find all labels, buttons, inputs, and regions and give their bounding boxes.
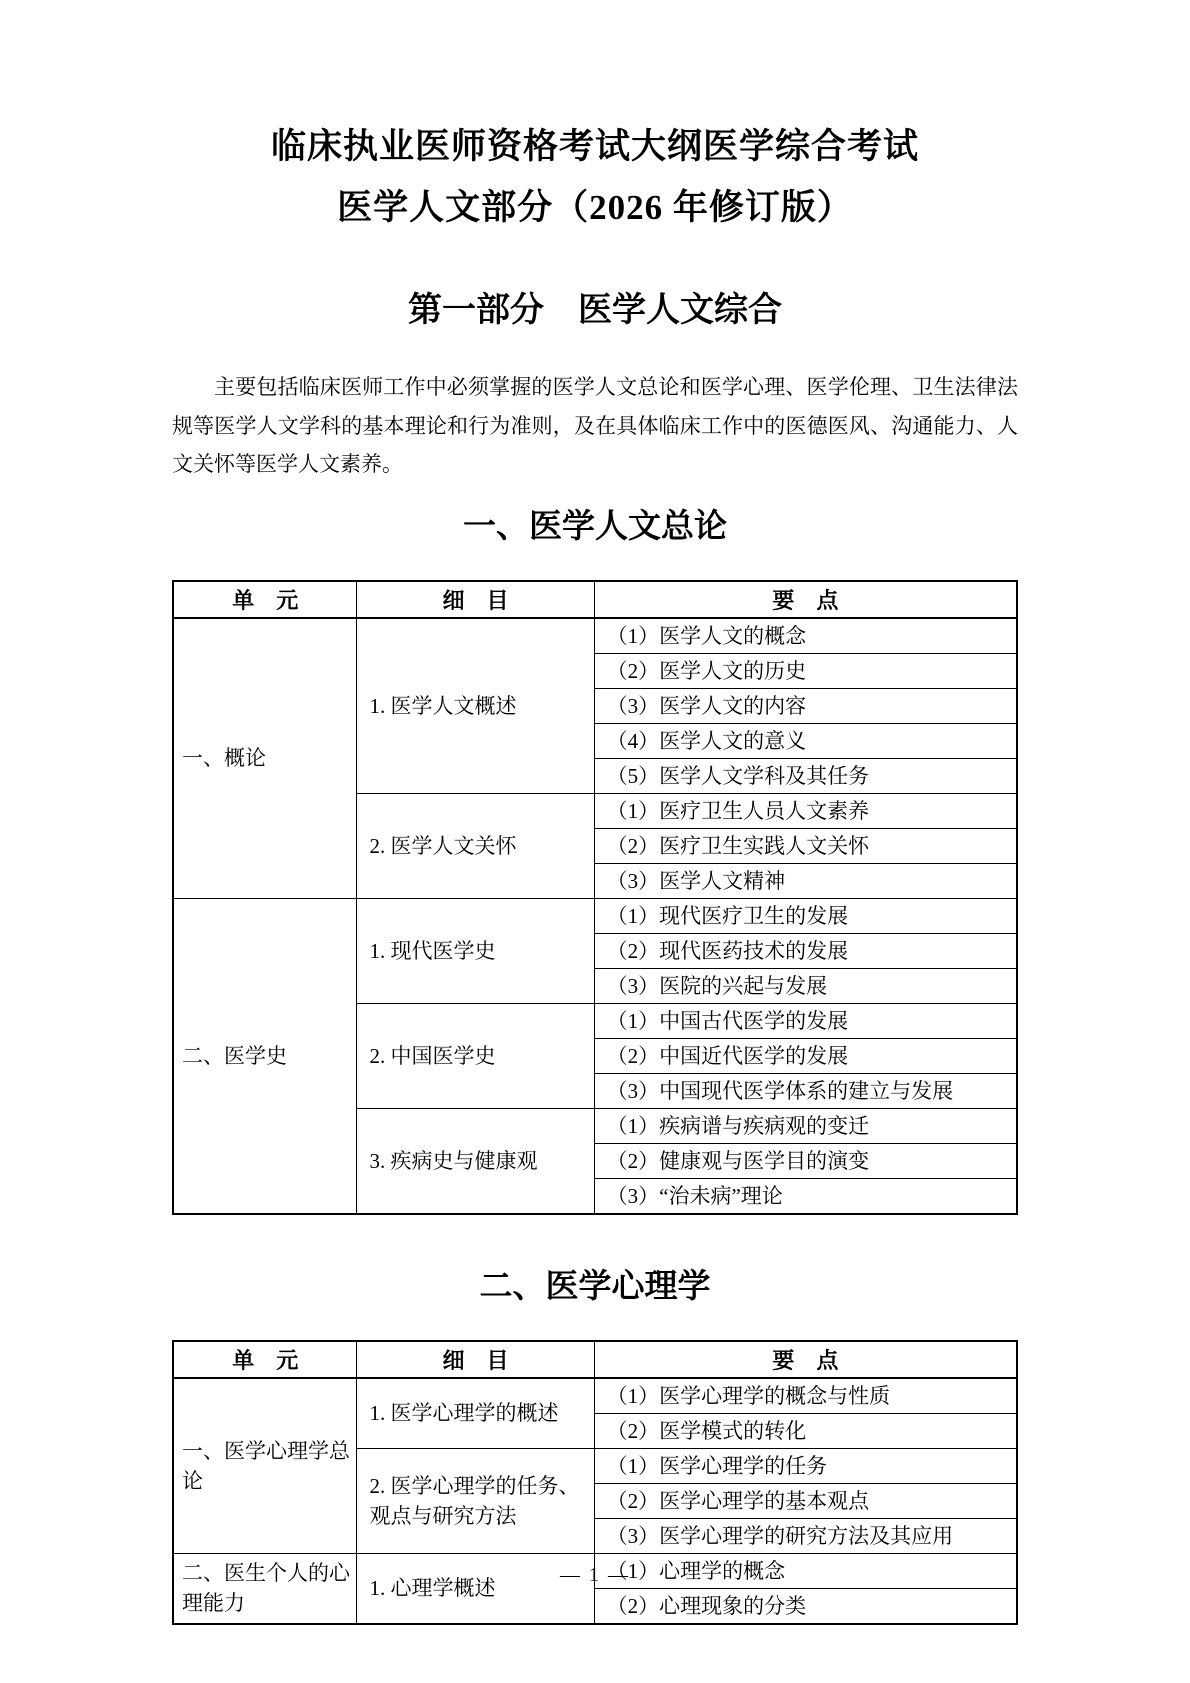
point-cell: （2）中国近代医学的发展 (594, 1038, 1017, 1073)
intro-paragraph: 主要包括临床医师工作中必须掌握的医学人文总论和医学心理、医学伦理、卫生法律法规等医学人文学科的基本理论和行为准则，及在具体临床工作中的医德医风、沟通能力、人文关怀等医学人文素养。 (172, 375, 1018, 476)
table-header-row (173, 1341, 1017, 1378)
detail-cell: 2. 中国医学史 (357, 1003, 594, 1108)
point-cell: （2）医学模式的转化 (594, 1413, 1017, 1448)
table-row (173, 1378, 1017, 1414)
column-header: 细 目 (357, 1341, 594, 1378)
unit-cell: 二、医生个人的心理能力 (173, 1553, 357, 1624)
syllabus-table-container (172, 580, 1018, 1215)
point-cell: （1）中国古代医学的发展 (594, 1003, 1017, 1038)
detail-cell: 1. 现代医学史 (357, 898, 594, 1003)
detail-cell: 2. 医学人文关怀 (357, 793, 594, 898)
point-cell: （2）医学心理学的基本观点 (594, 1483, 1017, 1518)
point-cell: （5）医学人文学科及其任务 (594, 758, 1017, 793)
point-cell: （1）医学人文的概念 (594, 618, 1017, 654)
point-cell: （2）现代医药技术的发展 (594, 933, 1017, 968)
point-cell: （1）疾病谱与疾病观的变迁 (594, 1108, 1017, 1143)
point-cell: （1）医疗卫生人员人文素养 (594, 793, 1017, 828)
document-title-line1: 临床执业医师资格考试大纲医学综合考试 (270, 127, 919, 166)
page-number: — 1 — (560, 1564, 630, 1586)
point-cell: （3）医学心理学的研究方法及其应用 (594, 1518, 1017, 1553)
table-header-row (173, 581, 1017, 618)
point-cell: （3）医院的兴起与发展 (594, 968, 1017, 1003)
unit-cell: 二、医学史 (173, 898, 357, 1214)
point-cell: （3）“治未病”理论 (594, 1178, 1017, 1214)
detail-cell: 1. 医学人文概述 (357, 618, 594, 794)
point-cell: （4）医学人文的意义 (594, 723, 1017, 758)
point-cell: （2）健康观与医学目的演变 (594, 1143, 1017, 1178)
point-cell: （3）医学人文的内容 (594, 688, 1017, 723)
column-header: 单 元 (173, 581, 357, 618)
detail-cell: 2. 医学心理学的任务、观点与研究方法 (357, 1448, 594, 1553)
table-row (173, 618, 1017, 654)
detail-cell: 1. 医学心理学的概述 (357, 1378, 594, 1449)
unit-cell: 一、概论 (173, 618, 357, 899)
column-header: 细 目 (357, 581, 594, 618)
table-row (173, 898, 1017, 933)
point-cell: （3）中国现代医学体系的建立与发展 (594, 1073, 1017, 1108)
part-heading: 第一部分 医学人文综合 (408, 292, 782, 329)
document-title-line2: 医学人文部分（2026 年修订版） (337, 188, 853, 227)
column-header: 要 点 (594, 581, 1017, 618)
detail-cell: 1. 心理学概述 (357, 1553, 594, 1624)
point-cell: （1）医学心理学的任务 (594, 1448, 1017, 1483)
outline-table (172, 580, 1018, 1215)
point-cell: （3）医学人文精神 (594, 863, 1017, 898)
column-header: 要 点 (594, 1341, 1017, 1378)
section-medical-humanities-overview (172, 505, 1018, 1215)
point-cell: （1）心理学的概念 (594, 1553, 1017, 1588)
point-cell: （2）医学人文的历史 (594, 653, 1017, 688)
section-heading: 一、医学人文总论 (463, 508, 727, 545)
unit-cell: 一、医学心理学总论 (173, 1378, 357, 1554)
document-title (172, 0, 1018, 238)
point-cell: （1）医学心理学的概念与性质 (594, 1378, 1017, 1414)
point-cell: （1）现代医疗卫生的发展 (594, 898, 1017, 933)
detail-cell: 3. 疾病史与健康观 (357, 1108, 594, 1214)
column-header: 单 元 (173, 1341, 357, 1378)
point-cell: （2）心理现象的分类 (594, 1588, 1017, 1624)
section-heading: 二、医学心理学 (479, 1268, 711, 1305)
point-cell: （2）医疗卫生实践人文关怀 (594, 828, 1017, 863)
